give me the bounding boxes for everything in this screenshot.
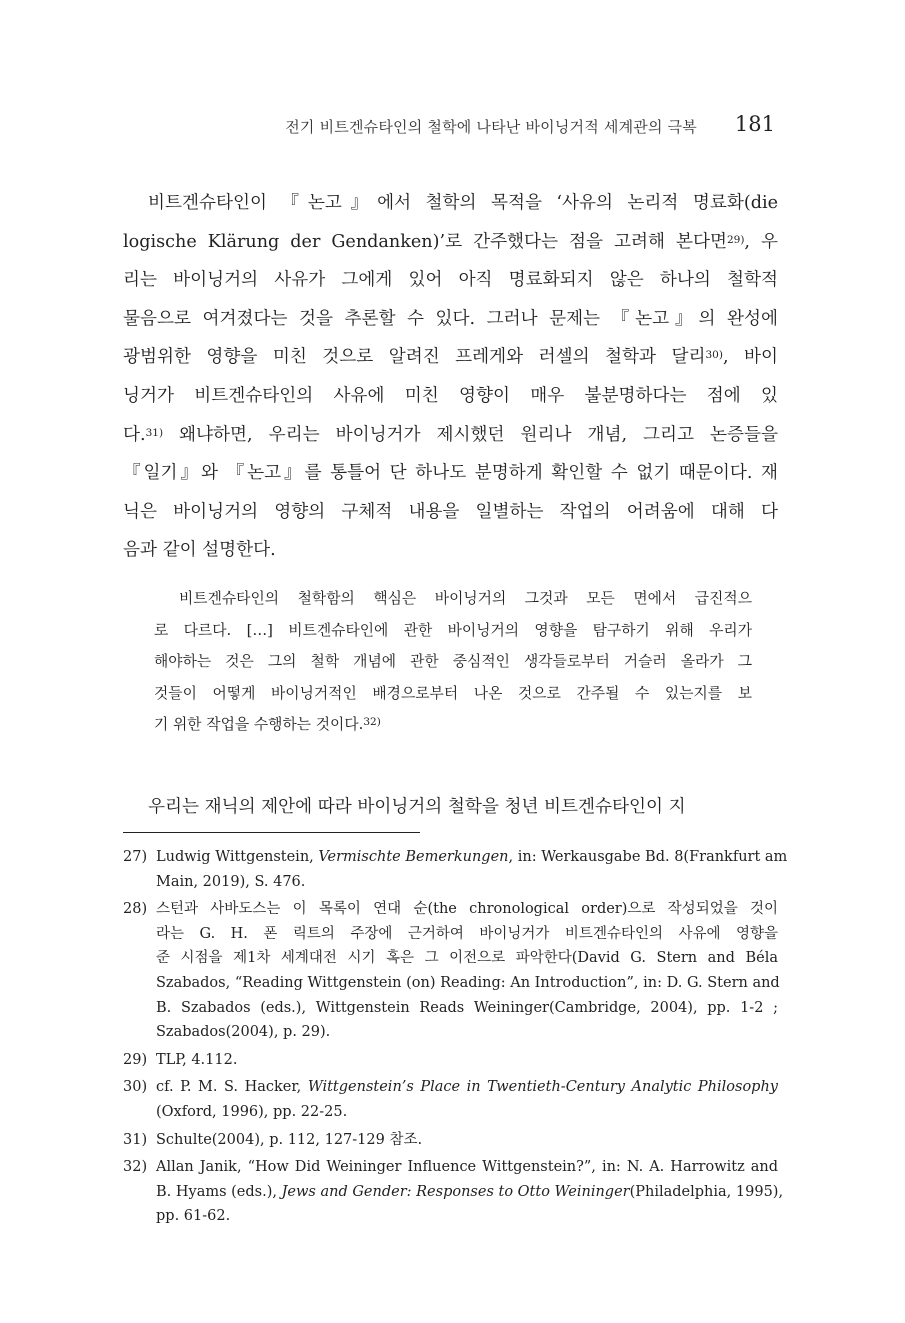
footnote-line: [156, 1204, 778, 1229]
running-header: [130, 112, 775, 142]
block-quote: [154, 587, 752, 745]
footnote-text: B. Hyams (eds.),: [156, 1183, 282, 1200]
footnote-line: [156, 922, 778, 947]
line-text: 물음으로 여겨졌다는 것을 추론할 수 있다. 그러나 문제는 『논고』의 완성에: [123, 308, 778, 329]
footnote-line: [156, 996, 778, 1021]
footnote-ref[interactable]: 31): [145, 426, 164, 439]
footnotes: [123, 845, 788, 1232]
footnote-number: 29): [123, 1051, 148, 1068]
text-line: [154, 619, 752, 651]
footnote-text: Schulte(2004), p. 112, 127-129 참조.: [156, 1131, 423, 1148]
footnote: [123, 845, 788, 894]
line-tail: , 바이: [722, 347, 779, 368]
footnote-text: cf. P. M. S. Hacker,: [156, 1079, 308, 1096]
footnote-ref[interactable]: 29): [726, 233, 745, 246]
text-line: [154, 713, 752, 745]
text-line: [123, 497, 778, 536]
footnote-text: Allan Janik, “How Did Weininger Influence Wittgenstein?”, in: N. A. Harrowitz and: [156, 1159, 778, 1176]
footnote-number: 28): [123, 901, 148, 918]
footnote-text: 스턴과 사바도스는 이 목록이 연대 순(the chronological order)으로 작성되었을 것이: [156, 901, 778, 918]
footnote-text: (Oxford, 1996), pp. 22-25.: [156, 1103, 348, 1120]
line-tail: , 우: [744, 231, 778, 252]
footnote-ref[interactable]: 32): [363, 716, 381, 728]
page-number: 181: [734, 112, 775, 136]
footnote-line: [156, 897, 778, 922]
text-line: [123, 227, 778, 266]
footnote-text: B. Szabados (eds.), Wittgenstein Reads Weininger(Cambridge, 2004), pp. 1-2 ;: [156, 999, 778, 1016]
text-line: 우리는 재닉의 제안에 따라 바이닝거의 철학을 청년 비트겐슈타인이 지: [148, 797, 686, 817]
footnote-text: 라는 G. H. 폰 릭트의 주장에 근거하여 바이닝거가 비트겐슈타인의 사유에 영향을: [156, 925, 778, 942]
footnote-line: [156, 1020, 778, 1045]
footnote-line: [156, 1100, 778, 1125]
line-text: 리는 바이닝거의 사유가 그에게 있어 아직 명료화되지 않은 하나의 철학적: [123, 270, 778, 291]
footnote-line: [156, 946, 778, 971]
footnote-number: 32): [123, 1159, 148, 1176]
line-text: 것들이 어떻게 바이닝거적인 배경으로부터 나온 것으로 간주될 수 있는지를 보: [154, 684, 752, 702]
text-line: [154, 682, 752, 714]
footnote-number: 30): [123, 1079, 148, 1096]
text-line: [123, 188, 778, 227]
footnote-text: Ludwig Wittgenstein,: [156, 849, 319, 865]
footnote-text: 준 시점을 제1차 세계대전 시기 혹은 그 이전으로 파악한다(David G. Stern and Béla: [156, 950, 778, 967]
footnote-line: [156, 845, 788, 870]
footnote-line: [156, 1128, 778, 1153]
footnote-text: pp. 61-62.: [156, 1208, 231, 1225]
footnote-line: [156, 971, 778, 996]
footnote-line: [156, 1180, 784, 1205]
text-line: [123, 381, 778, 420]
italic-title: Jews and Gender: Responses to Otto Weininger: [281, 1183, 630, 1200]
line-text: 비트겐슈타인이 『논고』에서 철학의 목적을 ‘사유의 논리적 명료화(die: [148, 193, 778, 213]
text-line: [123, 420, 778, 459]
line-text: 『일기』와 『논고』를 통틀어 단 하나도 분명하게 확인할 수 없기 때문이다. 재: [123, 463, 778, 484]
body-paragraph-1: [123, 188, 778, 574]
footnote: [123, 1048, 778, 1073]
body-paragraph-2: [123, 792, 778, 822]
footnote-text: Szabados, “Reading Wittgenstein (on) Reading: An Introduction”, in: D. G. Stern and: [156, 974, 780, 991]
text-line: [123, 458, 778, 497]
line-text: 닝거가 비트겐슈타인의 사유에 미친 영향이 매우 불분명하다는 점에 있: [123, 385, 778, 406]
text-line: [154, 587, 752, 619]
line-tail: 왜냐하면, 우리는 바이닝거가 제시했던 원리나 개념, 그리고 논증들을: [163, 424, 778, 445]
line-text: 닉은 바이닝거의 영향의 구체적 내용을 일별하는 작업의 어려움에 대해 다: [123, 501, 778, 522]
line-text: 다.: [123, 424, 146, 445]
footnote-number: 31): [123, 1131, 148, 1148]
footnote-text: TLP, 4.112.: [156, 1051, 238, 1068]
footnote: [123, 1155, 784, 1229]
footnote-text: , in: Werkausgabe Bd. 8(Frankfurt am: [508, 849, 788, 865]
line-text: 비트겐슈타인의 철학함의 핵심은 바이닝거의 그것과 모든 면에서 급진적으: [179, 590, 752, 607]
italic-title: Wittgenstein’s Place in Twentieth-Century Analytic Philosophy: [307, 1079, 778, 1096]
running-title: 전기 비트겐슈타인의 철학에 나타난 바이닝거적 세계관의 극복: [285, 118, 697, 136]
line-text: 해야하는 것은 그의 철학 개념에 관한 중심적인 생각들로부터 거슬러 올라가 그: [154, 653, 752, 670]
text-line: [154, 650, 752, 682]
line-text: 로 다르다. […] 비트겐슈타인에 관한 바이닝거의 영향을 탐구하기 위해 우리가: [154, 621, 752, 639]
footnote: [123, 897, 778, 1045]
footnote-line: [156, 1048, 778, 1073]
footnote-number: 27): [123, 849, 148, 865]
line-text: 음과 같이 설명한다.: [123, 540, 276, 561]
text-line: [123, 342, 778, 381]
line-text: logische Klärung der Gendanken)’로 간주했다는 점을 고려해 본다면: [123, 231, 727, 252]
italic-title: Vermischte Bemerkungen: [318, 849, 509, 865]
text-line: [123, 265, 778, 304]
footnote: [123, 1128, 778, 1153]
footnote: [123, 1075, 778, 1124]
line-text: 기 위한 작업을 수행하는 것이다.: [154, 716, 364, 733]
text-line: [123, 535, 778, 574]
text-line: [123, 304, 778, 343]
line-text: 광범위한 영향을 미친 것으로 알려진 프레게와 러셀의 철학과 달리: [123, 347, 706, 368]
footnote-ref[interactable]: 30): [705, 349, 723, 362]
footnote-text: Main, 2019), S. 476.: [156, 873, 306, 890]
footnote-line: [156, 1155, 778, 1180]
footnote-separator: [123, 832, 420, 833]
footnote-line: [156, 1075, 778, 1100]
footnote-text: Szabados(2004), p. 29).: [156, 1024, 331, 1041]
footnote-line: [156, 870, 778, 895]
footnote-text: (Philadelphia, 1995),: [629, 1183, 784, 1200]
